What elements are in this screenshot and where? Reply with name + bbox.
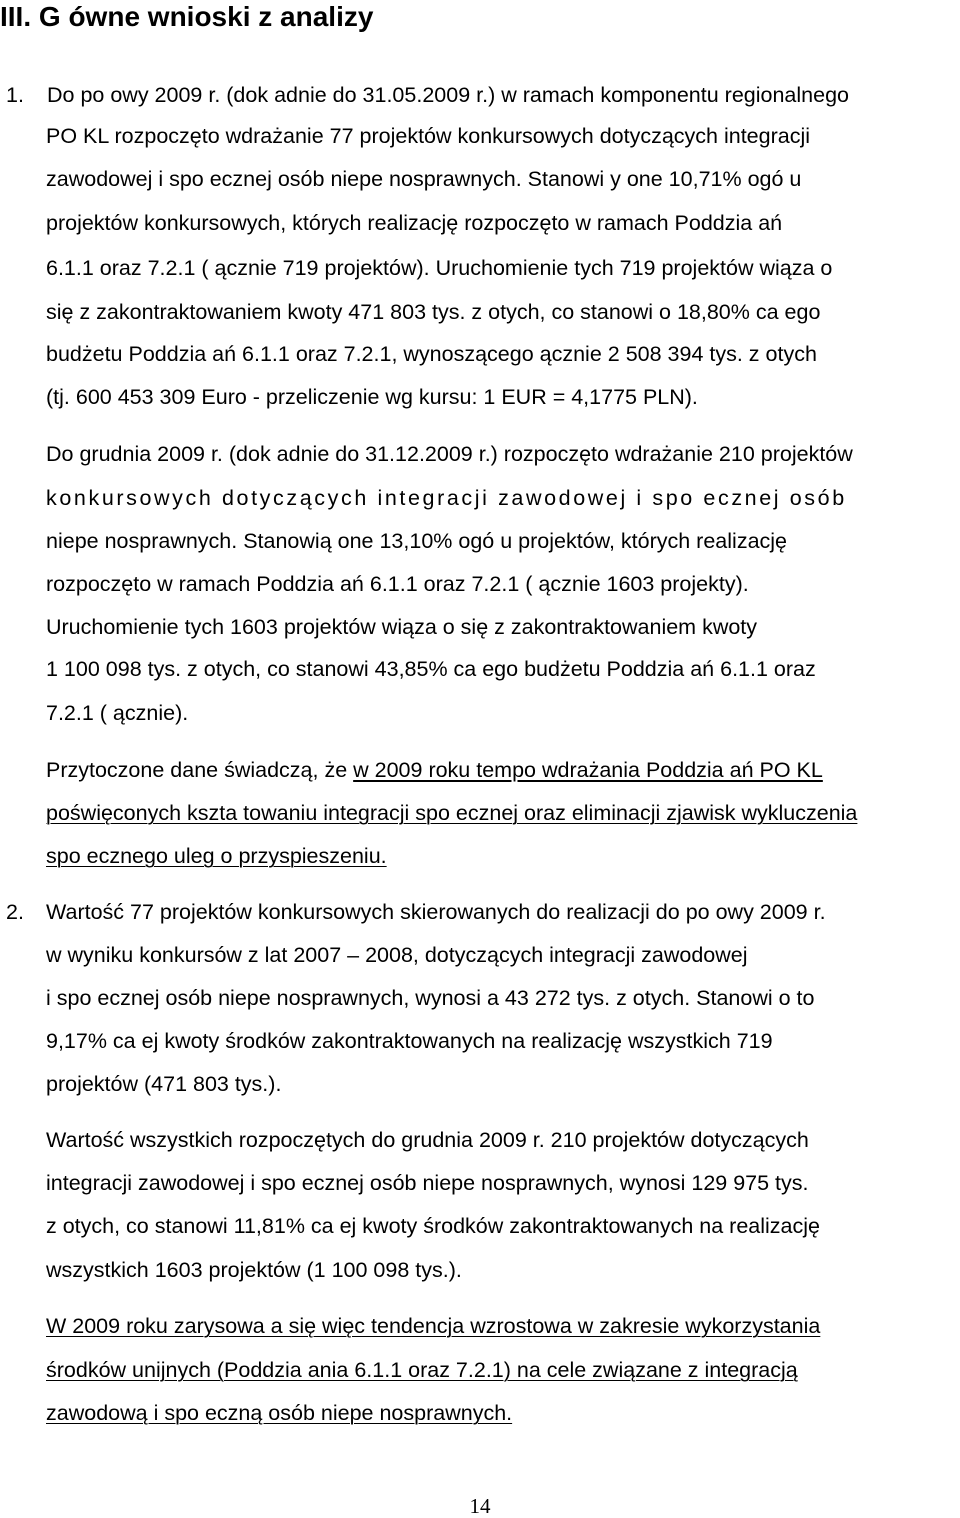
text-line: PO KL rozpoczęto wdrażanie 77 projektów konkursowych dotyczących integracji (46, 124, 811, 148)
text-line: 7.2.1 ( ącznie). (46, 701, 189, 725)
text-line: Wartość 77 projektów konkursowych skierowanych do realizacji do po owy 2009 r. (46, 900, 826, 924)
conclusion-line: poświęconych kszta towaniu integracji spo ecznej oraz eliminacji zjawisk wykluczenia (46, 801, 858, 825)
text-line: 1 100 098 tys. z otych, co stanowi 43,85% ca ego budżetu Poddzia ań 6.1.1 oraz (46, 657, 816, 681)
text-line: Do grudnia 2009 r. (dok adnie do 31.12.2009 r.) rozpoczęto wdrażanie 210 projektów (46, 442, 853, 466)
conclusion-line: zawodową i spo eczną osób niepe nosprawnych. (46, 1401, 513, 1425)
conclusion-line: spo ecznego uleg o przyspieszeniu. (46, 844, 387, 868)
conclusion-line (46, 756, 823, 784)
text-line: Uruchomienie tych 1603 projektów wiąza o się z zakontraktowaniem kwoty (46, 615, 758, 639)
conclusion-emphasis: w 2009 roku tempo wdrażania Poddzia ań PO KL (353, 758, 823, 782)
text-line: 9,17% ca ej kwoty środków zakontraktowanych na realizację wszystkich 719 (46, 1029, 773, 1053)
text-line: konkursowych dotyczących integracji zawodowej i spo ecznej osób (46, 486, 847, 510)
text-line: wszystkich 1603 projektów (1 100 098 tys.). (46, 1258, 462, 1282)
text-line: niepe nosprawnych. Stanowią one 13,10% ogó u projektów, których realizację (46, 529, 788, 553)
conclusion-prefix: Przytoczone dane świadczą, że (46, 758, 354, 782)
text-line: (tj. 600 453 309 Euro - przeliczenie wg kursu: 1 EUR = 4,1775 PLN). (46, 385, 698, 409)
text-line: rozpoczęto w ramach Poddzia ań 6.1.1 oraz 7.2.1 ( ącznie 1603 projekty). (46, 572, 749, 596)
text-line: integracji zawodowej i spo ecznej osób niepe nosprawnych, wynosi 129 975 tys. (46, 1171, 809, 1195)
text-line: i spo ecznej osób niepe nosprawnych, wynosi a 43 272 tys. z otych. Stanowi o to (46, 986, 815, 1010)
page-number: 14 (469, 1494, 491, 1518)
text-line: się z zakontraktowaniem kwoty 471 803 tys. z otych, co stanowi o 18,80% ca ego (46, 300, 821, 324)
conclusion-line: W 2009 roku zarysowa a się więc tendencja wzrostowa w zakresie wykorzystania (46, 1314, 821, 1338)
text-line: 6.1.1 oraz 7.2.1 ( ącznie 719 projektów). Uruchomienie tych 719 projektów wiąza o (46, 256, 833, 280)
text-line: w wyniku konkursów z lat 2007 – 2008, dotyczących integracji zawodowej (46, 943, 748, 967)
text-line: zawodowej i spo ecznej osób niepe nosprawnych. Stanowi y one 10,71% ogó u (46, 167, 802, 191)
list-marker-2: 2. (6, 900, 24, 924)
conclusion-line: środków unijnych (Poddzia ania 6.1.1 oraz 7.2.1) na cele związane z integracją (46, 1358, 798, 1382)
text-line: Do po owy 2009 r. (dok adnie do 31.05.2009 r.) w ramach komponentu regionalnego (47, 83, 849, 107)
list-marker-1: 1. (6, 83, 24, 107)
text-line: Wartość wszystkich rozpoczętych do grudnia 2009 r. 210 projektów dotyczących (46, 1128, 809, 1152)
section-heading: III. G ówne wnioski z analizy (0, 1, 374, 32)
text-line: z otych, co stanowi 11,81% ca ej kwoty środków zakontraktowanych na realizację (46, 1214, 820, 1238)
text-line: projektów konkursowych, których realizację rozpoczęto w ramach Poddzia ań (46, 211, 783, 235)
text-line: projektów (471 803 tys.). (46, 1072, 282, 1096)
text-line: budżetu Poddzia ań 6.1.1 oraz 7.2.1, wynoszącego ącznie 2 508 394 tys. z otych (46, 342, 817, 366)
